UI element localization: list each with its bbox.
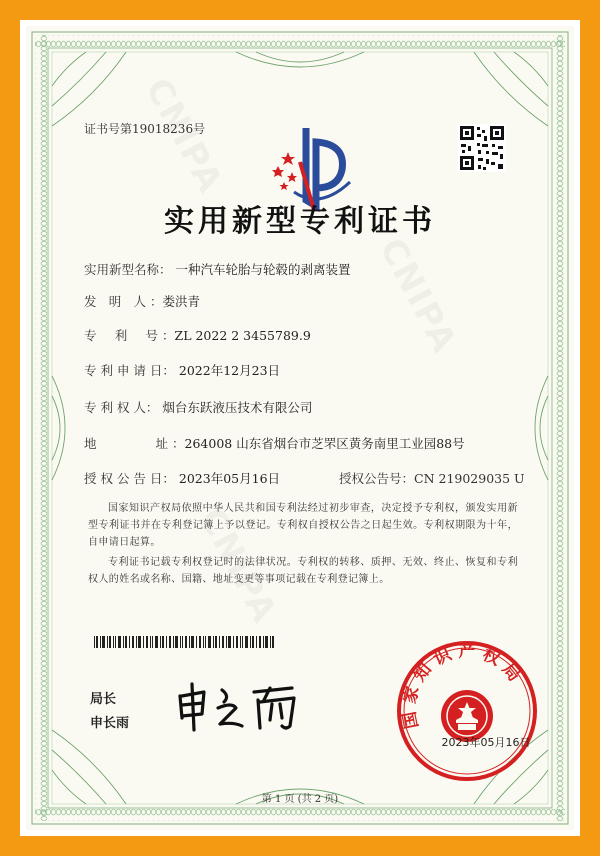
seal-date: 2023年05月16日 [441, 736, 531, 749]
grant-date-label: 授 权 公 告 日： [84, 471, 175, 486]
patentee-value: 烟台东跃液压技术有限公司 [162, 400, 313, 415]
filing-date-row [84, 361, 280, 379]
statement-paragraph-1: 国家知识产权局依照中华人民共和国专利法经过初步审查，决定授予专利权，颁发实用新型专利证书并在专利登记簿上予以登记。专利权自授权公告之日起生效。专利权期限为十年，自申请日起算。 [88, 503, 518, 548]
filing-date-label: 专 利 申 请 日： [84, 363, 175, 378]
official-seal [392, 636, 542, 786]
director-signature [174, 678, 314, 734]
director-name: 申长雨 [90, 716, 130, 731]
grant-number-row [339, 469, 525, 487]
model-name-value: 一种汽车轮胎与轮毂的剥离装置 [175, 262, 351, 277]
model-name-label: 实用新型名称： [84, 262, 172, 277]
grant-number-value: CN 219029035 U [414, 471, 525, 486]
grant-number-label: 授权公告号： [339, 471, 415, 486]
grant-date-value: 2023年05月16日 [178, 471, 281, 486]
address-value: 264008 山东省烟台市芝罘区黄务南里工业园88号 [184, 436, 465, 451]
inventor-value: 娄洪青 [162, 294, 201, 309]
filing-date-value: 2022年12月23日 [178, 363, 281, 378]
patent-number-row: 专 利 号 ：ZL 2022 2 3455789.9 [84, 328, 311, 343]
certificate-title: 实用新型专利证书 [164, 204, 436, 239]
barcode [94, 636, 274, 648]
patentee-label: 专 利 权 人： [84, 400, 159, 415]
patentee-row [84, 398, 312, 416]
patent-number-value: ZL 2022 2 3455789.9 [174, 328, 311, 343]
inventor-label: 发 明 人 [84, 294, 146, 309]
certificate-number: 证书号第19018236号 [84, 122, 206, 136]
page-number: 第 1 页 (共 2 页) [261, 794, 339, 805]
model-name-row [84, 260, 351, 278]
director-title: 局长 [90, 692, 117, 707]
seal-text: 国 家 知 识 产 权 局 [399, 641, 525, 731]
inventor-row: 发 明 人 ：娄洪青 [84, 294, 201, 309]
certificate-paper [26, 26, 574, 830]
address-label: 地 址 [84, 436, 168, 451]
statement-paragraph-2: 专利证书记载专利权登记时的法律状况。专利权的转移、质押、无效、终止、恢复和专利权人的姓名或名称、国籍、地址变更等事项记载在专利登记簿上。 [88, 557, 518, 585]
patent-number-label: 专 利 号 [84, 328, 158, 343]
qr-code-icon [458, 124, 506, 172]
address-row: 地 址 ：264008 山东省烟台市芝罘区黄务南里工业园88号 [84, 436, 465, 451]
grant-date-row [84, 469, 280, 487]
